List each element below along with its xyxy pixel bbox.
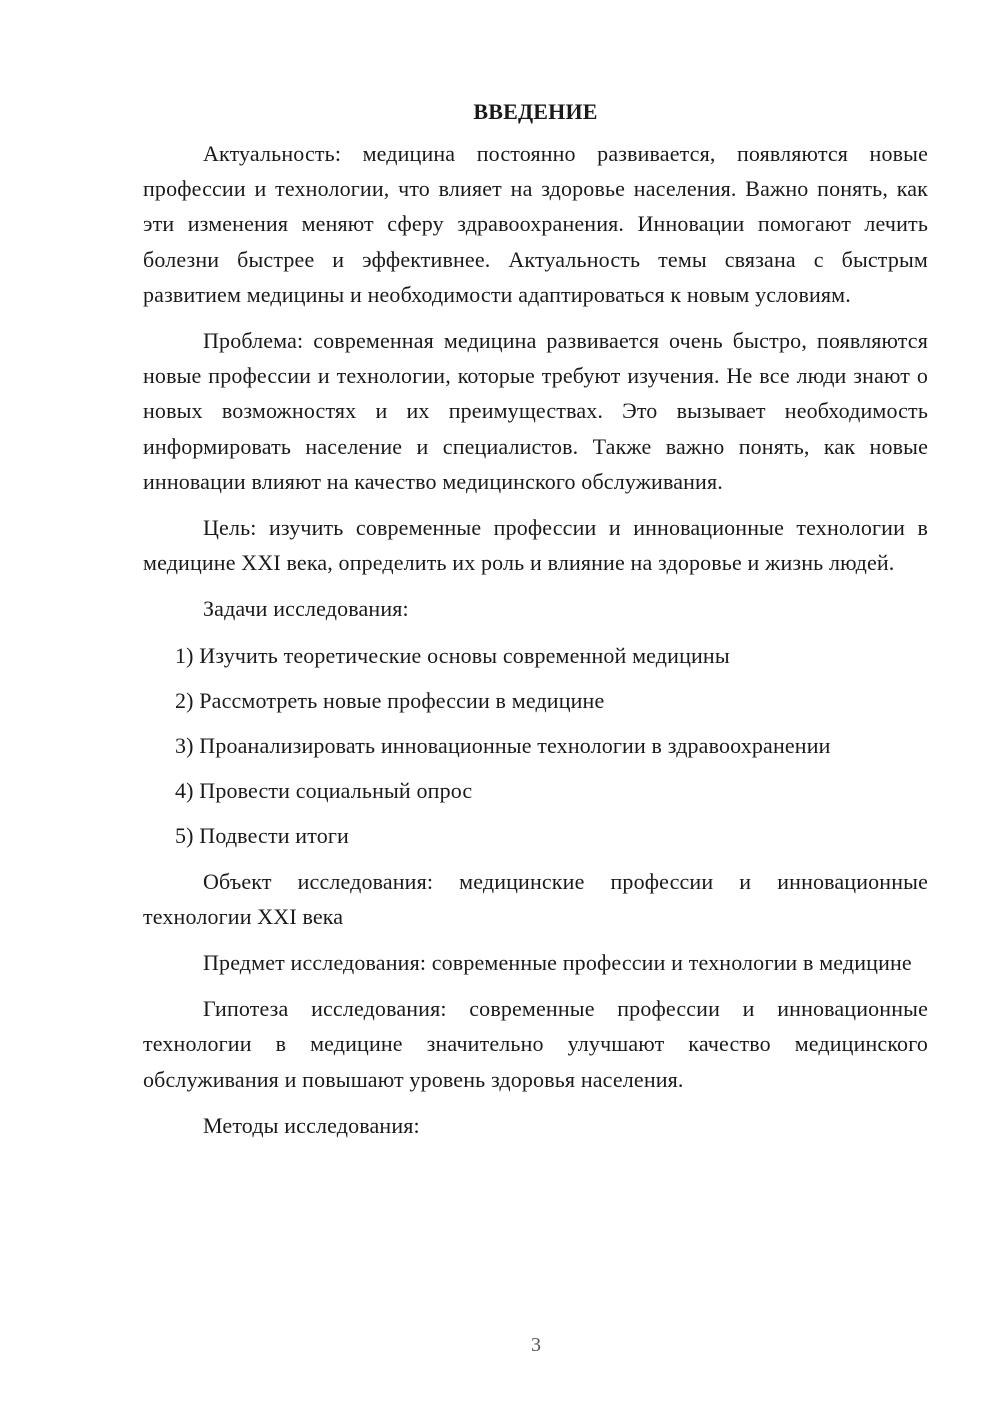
methods-title: Методы исследования: bbox=[203, 1112, 420, 1138]
problem-paragraph: Проблема: современная медицина развивается очень быстро, появляются новые профессии и технологии, которые требуют изучения. Не все люди знают о новых возможностях и их преимуществах. Это вызывает необходимость информировать население и специалистов. Также важно понять, как новые инновации влияют на качество медицинского обслуживания. bbox=[143, 328, 928, 494]
tasks-list bbox=[143, 638, 928, 854]
task-item: 5) Подвести итоги bbox=[175, 823, 349, 849]
object-paragraph: Объект исследования: медицинские профессии и инновационные технологии XXI века bbox=[143, 868, 928, 929]
hypothesis-paragraph: Гипотеза исследования: современные профессии и инновационные технологии в медицине значительно улучшают качество медицинского обслуживания и повышают уровень здоровья населения. bbox=[143, 996, 928, 1092]
section-heading: ВВЕДЕНИЕ bbox=[473, 99, 598, 124]
tasks-title: Задачи исследования: bbox=[203, 596, 409, 622]
goal-paragraph: Цель: изучить современные профессии и инновационные технологии в медицине XXI века, определить их роль и влияние на здоровье и жизнь людей. bbox=[143, 515, 928, 576]
task-item: 4) Провести социальный опрос bbox=[175, 778, 473, 804]
page-content bbox=[143, 96, 928, 1154]
relevance-paragraph: Актуальность: медицина постоянно развивается, появляются новые профессии и технологии, что влияет на здоровье населения. Важно понять, как эти изменения меняют сферу здравоохранения. Инновации помогают лечить болезни быстрее и эффективнее. Актуальность темы связана с быстрым развитием медицины и необходимости адаптироваться к новым условиям. bbox=[143, 141, 928, 307]
task-item: 3) Проанализировать инновационные технологии в здравоохранении bbox=[175, 733, 831, 759]
task-item: 1) Изучить теоретические основы современной медицины bbox=[175, 642, 730, 668]
task-item: 2) Рассмотреть новые профессии в медицине bbox=[175, 687, 605, 713]
subject-paragraph: Предмет исследования: современные профессии и технологии в медицине bbox=[203, 950, 912, 976]
page-number: 3 bbox=[531, 1334, 541, 1356]
